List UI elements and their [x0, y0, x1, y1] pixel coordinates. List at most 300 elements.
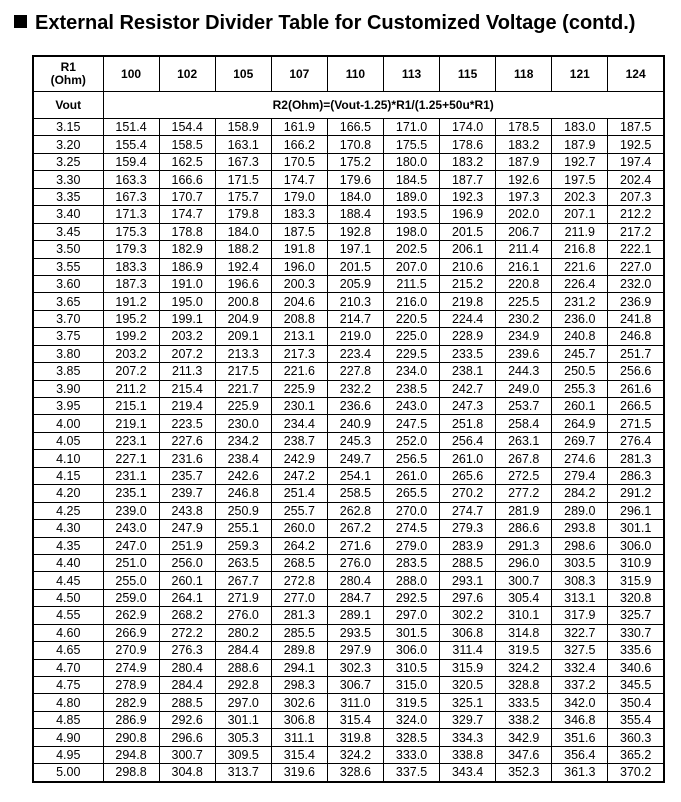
r2-value-cell: 231.1: [103, 467, 159, 484]
r2-value-cell: 298.6: [552, 537, 608, 554]
r2-value-cell: 301.1: [608, 520, 664, 537]
r2-value-cell: 166.2: [271, 136, 327, 153]
r2-value-cell: 324.0: [383, 711, 439, 728]
r2-value-cell: 219.8: [440, 293, 496, 310]
r2-value-cell: 200.3: [271, 275, 327, 292]
vout-cell: 3.90: [33, 380, 103, 397]
r2-value-cell: 255.1: [215, 520, 271, 537]
square-bullet-icon: [14, 15, 27, 28]
r2-value-cell: 320.8: [608, 589, 664, 606]
r2-value-cell: 219.4: [159, 398, 215, 415]
r2-value-cell: 284.4: [215, 642, 271, 659]
r2-value-cell: 232.0: [608, 275, 664, 292]
table-row: [33, 415, 664, 432]
r2-value-cell: 337.2: [552, 677, 608, 694]
r2-value-cell: 251.0: [103, 554, 159, 571]
resistor-divider-table: [32, 55, 665, 783]
r2-value-cell: 209.1: [215, 328, 271, 345]
r2-value-cell: 294.8: [103, 746, 159, 763]
vout-cell: 4.65: [33, 642, 103, 659]
r2-value-cell: 259.0: [103, 589, 159, 606]
r2-value-cell: 266.9: [103, 624, 159, 641]
vout-cell: 4.90: [33, 729, 103, 746]
r2-value-cell: 276.0: [215, 607, 271, 624]
r2-value-cell: 240.8: [552, 328, 608, 345]
r2-value-cell: 320.5: [440, 677, 496, 694]
r2-value-cell: 155.4: [103, 136, 159, 153]
vout-cell: 3.85: [33, 363, 103, 380]
r2-value-cell: 290.8: [103, 729, 159, 746]
r2-value-cell: 175.2: [327, 153, 383, 170]
r2-value-cell: 256.6: [608, 363, 664, 380]
table-row: [33, 432, 664, 449]
r2-value-cell: 210.3: [327, 293, 383, 310]
vout-cell: 3.20: [33, 136, 103, 153]
r2-value-cell: 196.6: [215, 275, 271, 292]
r2-value-cell: 271.9: [215, 589, 271, 606]
table-row: [33, 188, 664, 205]
r2-value-cell: 276.3: [159, 642, 215, 659]
r2-value-cell: 247.2: [271, 467, 327, 484]
table-row: [33, 607, 664, 624]
r2-value-cell: 184.5: [383, 171, 439, 188]
r2-value-cell: 285.5: [271, 624, 327, 641]
r2-value-cell: 251.8: [440, 415, 496, 432]
r2-value-cell: 179.3: [103, 241, 159, 258]
r2-value-cell: 192.5: [608, 136, 664, 153]
r2-value-cell: 308.3: [552, 572, 608, 589]
table-row: [33, 520, 664, 537]
r2-value-cell: 338.8: [440, 746, 496, 763]
r2-value-cell: 251.4: [271, 485, 327, 502]
r2-value-cell: 315.4: [327, 711, 383, 728]
r2-value-cell: 187.5: [271, 223, 327, 240]
r2-value-cell: 272.5: [496, 467, 552, 484]
r1-header-row: [33, 56, 664, 92]
r2-value-cell: 355.4: [608, 711, 664, 728]
r1-label: R1: [60, 60, 76, 74]
table-row: [33, 223, 664, 240]
r2-value-cell: 191.2: [103, 293, 159, 310]
vout-cell: 4.15: [33, 467, 103, 484]
r2-value-cell: 310.5: [383, 659, 439, 676]
r2-value-cell: 202.3: [552, 188, 608, 205]
r2-value-cell: 238.4: [215, 450, 271, 467]
r2-value-cell: 182.9: [159, 241, 215, 258]
r2-value-cell: 230.2: [496, 310, 552, 327]
r2-value-cell: 351.6: [552, 729, 608, 746]
r2-value-cell: 178.8: [159, 223, 215, 240]
r2-value-cell: 255.3: [552, 380, 608, 397]
r2-value-cell: 281.3: [271, 607, 327, 624]
r2-value-cell: 227.1: [103, 450, 159, 467]
r2-value-cell: 262.9: [103, 607, 159, 624]
r2-value-cell: 219.1: [103, 415, 159, 432]
r2-value-cell: 333.0: [383, 746, 439, 763]
table-row: [33, 642, 664, 659]
table-row: [33, 206, 664, 223]
table-row: [33, 467, 664, 484]
r2-value-cell: 239.6: [496, 345, 552, 362]
vout-cell: 4.05: [33, 432, 103, 449]
r2-value-cell: 313.1: [552, 589, 608, 606]
vout-cell: 3.25: [33, 153, 103, 170]
r2-value-cell: 183.2: [440, 153, 496, 170]
r2-value-cell: 324.2: [327, 746, 383, 763]
r1-value-header: 102: [159, 56, 215, 92]
r2-value-cell: 253.7: [496, 398, 552, 415]
table-body: [33, 119, 664, 782]
r2-value-cell: 251.9: [159, 537, 215, 554]
r2-value-cell: 261.6: [608, 380, 664, 397]
r2-value-cell: 306.0: [383, 642, 439, 659]
r2-value-cell: 187.9: [496, 153, 552, 170]
table-row: [33, 711, 664, 728]
r2-value-cell: 313.7: [215, 764, 271, 782]
r2-value-cell: 220.8: [496, 275, 552, 292]
r2-value-cell: 329.7: [440, 711, 496, 728]
r1-value-header: 113: [383, 56, 439, 92]
r2-value-cell: 319.8: [327, 729, 383, 746]
r2-value-cell: 264.9: [552, 415, 608, 432]
vout-cell: 3.65: [33, 293, 103, 310]
r2-value-cell: 280.4: [159, 659, 215, 676]
r2-value-cell: 163.3: [103, 171, 159, 188]
page-title: [14, 10, 635, 36]
r2-value-cell: 294.1: [271, 659, 327, 676]
vout-cell: 4.75: [33, 677, 103, 694]
r2-value-cell: 315.9: [608, 572, 664, 589]
r2-value-cell: 280.2: [215, 624, 271, 641]
r2-value-cell: 268.5: [271, 554, 327, 571]
r2-value-cell: 247.5: [383, 415, 439, 432]
r2-value-cell: 207.0: [383, 258, 439, 275]
r2-value-cell: 242.6: [215, 467, 271, 484]
r2-value-cell: 223.5: [159, 415, 215, 432]
vout-cell: 4.00: [33, 415, 103, 432]
r2-value-cell: 184.0: [327, 188, 383, 205]
r2-value-cell: 154.4: [159, 119, 215, 136]
r2-value-cell: 319.5: [383, 694, 439, 711]
r2-value-cell: 254.1: [327, 467, 383, 484]
r2-value-cell: 229.5: [383, 345, 439, 362]
table-row: [33, 572, 664, 589]
r2-value-cell: 243.0: [383, 398, 439, 415]
r2-value-cell: 217.3: [271, 345, 327, 362]
r2-value-cell: 213.1: [271, 328, 327, 345]
r2-value-cell: 230.0: [215, 415, 271, 432]
r2-value-cell: 212.2: [608, 206, 664, 223]
r2-value-cell: 231.2: [552, 293, 608, 310]
r2-value-cell: 289.8: [271, 642, 327, 659]
r2-value-cell: 202.4: [608, 171, 664, 188]
r2-value-cell: 293.8: [552, 520, 608, 537]
r2-value-cell: 228.9: [440, 328, 496, 345]
r2-value-cell: 211.4: [496, 241, 552, 258]
r2-value-cell: 223.1: [103, 432, 159, 449]
vout-header-cell: Vout: [33, 92, 103, 119]
r2-value-cell: 211.9: [552, 223, 608, 240]
r2-value-cell: 311.4: [440, 642, 496, 659]
r2-value-cell: 242.9: [271, 450, 327, 467]
r2-value-cell: 288.0: [383, 572, 439, 589]
r2-value-cell: 187.7: [440, 171, 496, 188]
r2-value-cell: 251.7: [608, 345, 664, 362]
r2-value-cell: 243.8: [159, 502, 215, 519]
r2-value-cell: 270.0: [383, 502, 439, 519]
r2-value-cell: 347.6: [496, 746, 552, 763]
r2-value-cell: 234.9: [496, 328, 552, 345]
r2-value-cell: 293.5: [327, 624, 383, 641]
r2-value-cell: 265.5: [383, 485, 439, 502]
r2-value-cell: 350.4: [608, 694, 664, 711]
r2-value-cell: 235.7: [159, 467, 215, 484]
r2-value-cell: 279.4: [552, 467, 608, 484]
r2-value-cell: 170.8: [327, 136, 383, 153]
r2-value-cell: 361.3: [552, 764, 608, 782]
r2-value-cell: 183.2: [496, 136, 552, 153]
r2-value-cell: 325.7: [608, 607, 664, 624]
table-row: [33, 380, 664, 397]
r2-value-cell: 187.9: [552, 136, 608, 153]
r2-value-cell: 328.6: [327, 764, 383, 782]
r2-value-cell: 236.0: [552, 310, 608, 327]
table-row: [33, 450, 664, 467]
r2-value-cell: 192.8: [327, 223, 383, 240]
r2-value-cell: 245.3: [327, 432, 383, 449]
r2-value-cell: 297.9: [327, 642, 383, 659]
r1-value-header: 110: [327, 56, 383, 92]
r1-unit: (Ohm): [50, 73, 86, 87]
r2-value-cell: 203.2: [103, 345, 159, 362]
r2-value-cell: 346.8: [552, 711, 608, 728]
r2-value-cell: 314.8: [496, 624, 552, 641]
r2-value-cell: 277.0: [271, 589, 327, 606]
r2-value-cell: 171.3: [103, 206, 159, 223]
r2-value-cell: 279.3: [440, 520, 496, 537]
r2-value-cell: 197.4: [608, 153, 664, 170]
r2-value-cell: 284.7: [327, 589, 383, 606]
r2-value-cell: 198.0: [383, 223, 439, 240]
r2-value-cell: 179.0: [271, 188, 327, 205]
r2-value-cell: 216.0: [383, 293, 439, 310]
r2-value-cell: 227.0: [608, 258, 664, 275]
r2-value-cell: 264.1: [159, 589, 215, 606]
r2-value-cell: 260.1: [159, 572, 215, 589]
r2-value-cell: 199.1: [159, 310, 215, 327]
r2-value-cell: 184.0: [215, 223, 271, 240]
r2-value-cell: 274.5: [383, 520, 439, 537]
r1-value-header: 118: [496, 56, 552, 92]
table-row: [33, 310, 664, 327]
r2-value-cell: 280.4: [327, 572, 383, 589]
r2-value-cell: 306.7: [327, 677, 383, 694]
r2-value-cell: 260.1: [552, 398, 608, 415]
r2-value-cell: 263.5: [215, 554, 271, 571]
r2-value-cell: 214.7: [327, 310, 383, 327]
r2-value-cell: 274.9: [103, 659, 159, 676]
r2-value-cell: 166.6: [159, 171, 215, 188]
r2-value-cell: 317.9: [552, 607, 608, 624]
table-row: [33, 136, 664, 153]
r1-value-header: 115: [440, 56, 496, 92]
r2-value-cell: 234.4: [271, 415, 327, 432]
r2-value-cell: 211.5: [383, 275, 439, 292]
r2-value-cell: 206.7: [496, 223, 552, 240]
r2-value-cell: 170.5: [271, 153, 327, 170]
r2-value-cell: 298.3: [271, 677, 327, 694]
r2-value-cell: 261.0: [440, 450, 496, 467]
r2-value-cell: 216.1: [496, 258, 552, 275]
table-row: [33, 153, 664, 170]
r2-value-cell: 196.0: [271, 258, 327, 275]
r2-value-cell: 225.9: [215, 398, 271, 415]
table-row: [33, 328, 664, 345]
r2-value-cell: 211.2: [103, 380, 159, 397]
vout-cell: 3.80: [33, 345, 103, 362]
r2-value-cell: 183.3: [271, 206, 327, 223]
r2-value-cell: 252.0: [383, 432, 439, 449]
r2-value-cell: 370.2: [608, 764, 664, 782]
r2-value-cell: 298.8: [103, 764, 159, 782]
table-row: [33, 554, 664, 571]
formula-cell: R2(Ohm)=(Vout-1.25)*R1/(1.25+50u*R1): [103, 92, 664, 119]
r2-value-cell: 207.2: [159, 345, 215, 362]
r2-value-cell: 267.2: [327, 520, 383, 537]
table-row: [33, 537, 664, 554]
r1-value-header: 107: [271, 56, 327, 92]
r2-value-cell: 223.4: [327, 345, 383, 362]
r2-value-cell: 284.2: [552, 485, 608, 502]
vout-cell: 4.80: [33, 694, 103, 711]
r2-value-cell: 192.7: [552, 153, 608, 170]
r2-value-cell: 322.7: [552, 624, 608, 641]
r2-value-cell: 158.9: [215, 119, 271, 136]
vout-cell: 3.70: [33, 310, 103, 327]
r2-value-cell: 238.7: [271, 432, 327, 449]
r2-value-cell: 310.1: [496, 607, 552, 624]
table-row: [33, 729, 664, 746]
table-row: [33, 764, 664, 782]
r2-value-cell: 328.5: [383, 729, 439, 746]
r2-value-cell: 288.5: [159, 694, 215, 711]
r2-value-cell: 234.0: [383, 363, 439, 380]
r2-value-cell: 259.3: [215, 537, 271, 554]
vout-cell: 3.40: [33, 206, 103, 223]
r2-value-cell: 197.3: [496, 188, 552, 205]
r2-value-cell: 356.4: [552, 746, 608, 763]
r2-value-cell: 262.8: [327, 502, 383, 519]
r2-value-cell: 219.0: [327, 328, 383, 345]
r2-value-cell: 278.9: [103, 677, 159, 694]
r2-value-cell: 225.5: [496, 293, 552, 310]
r2-value-cell: 250.9: [215, 502, 271, 519]
r2-value-cell: 296.1: [608, 502, 664, 519]
r2-value-cell: 302.3: [327, 659, 383, 676]
r2-value-cell: 310.9: [608, 554, 664, 571]
r2-value-cell: 232.2: [327, 380, 383, 397]
table-row: [33, 589, 664, 606]
vout-cell: 4.70: [33, 659, 103, 676]
table-row: [33, 624, 664, 641]
table-row: [33, 694, 664, 711]
r2-value-cell: 216.8: [552, 241, 608, 258]
r2-value-cell: 305.4: [496, 589, 552, 606]
r2-value-cell: 340.6: [608, 659, 664, 676]
table-row: [33, 119, 664, 136]
vout-cell: 3.55: [33, 258, 103, 275]
r2-value-cell: 272.8: [271, 572, 327, 589]
r2-value-cell: 159.4: [103, 153, 159, 170]
r2-value-cell: 178.5: [496, 119, 552, 136]
r2-value-cell: 289.0: [552, 502, 608, 519]
r2-value-cell: 226.4: [552, 275, 608, 292]
r2-value-cell: 249.0: [496, 380, 552, 397]
r2-value-cell: 236.6: [327, 398, 383, 415]
r2-value-cell: 288.6: [215, 659, 271, 676]
vout-cell: 4.85: [33, 711, 103, 728]
r2-value-cell: 302.2: [440, 607, 496, 624]
r2-value-cell: 269.7: [552, 432, 608, 449]
r2-value-cell: 239.0: [103, 502, 159, 519]
r2-value-cell: 274.6: [552, 450, 608, 467]
r2-value-cell: 207.3: [608, 188, 664, 205]
r2-value-cell: 201.5: [440, 223, 496, 240]
vout-cell: 3.45: [33, 223, 103, 240]
r2-value-cell: 324.2: [496, 659, 552, 676]
r2-value-cell: 264.2: [271, 537, 327, 554]
r2-value-cell: 263.1: [496, 432, 552, 449]
vout-cell: 4.10: [33, 450, 103, 467]
vout-cell: 4.95: [33, 746, 103, 763]
vout-cell: 4.50: [33, 589, 103, 606]
r2-value-cell: 230.1: [271, 398, 327, 415]
r2-value-cell: 245.7: [552, 345, 608, 362]
r2-value-cell: 211.3: [159, 363, 215, 380]
r2-value-cell: 175.7: [215, 188, 271, 205]
r2-value-cell: 276.4: [608, 432, 664, 449]
r2-value-cell: 171.5: [215, 171, 271, 188]
r2-value-cell: 161.9: [271, 119, 327, 136]
r2-value-cell: 179.6: [327, 171, 383, 188]
r2-value-cell: 270.2: [440, 485, 496, 502]
r2-value-cell: 213.3: [215, 345, 271, 362]
r2-value-cell: 241.8: [608, 310, 664, 327]
vout-cell: 4.60: [33, 624, 103, 641]
r2-value-cell: 210.6: [440, 258, 496, 275]
r2-value-cell: 311.0: [327, 694, 383, 711]
r2-value-cell: 239.7: [159, 485, 215, 502]
vout-cell: 3.50: [33, 241, 103, 258]
r2-value-cell: 199.2: [103, 328, 159, 345]
r2-value-cell: 365.2: [608, 746, 664, 763]
r2-value-cell: 191.8: [271, 241, 327, 258]
r2-value-cell: 234.2: [215, 432, 271, 449]
vout-cell: 3.30: [33, 171, 103, 188]
r2-value-cell: 183.3: [103, 258, 159, 275]
r2-value-cell: 352.3: [496, 764, 552, 782]
table-row: [33, 171, 664, 188]
r2-value-cell: 255.7: [271, 502, 327, 519]
r2-value-cell: 306.0: [608, 537, 664, 554]
r2-value-cell: 246.8: [215, 485, 271, 502]
r2-value-cell: 258.5: [327, 485, 383, 502]
r2-value-cell: 242.7: [440, 380, 496, 397]
r2-value-cell: 166.5: [327, 119, 383, 136]
vout-cell: 4.20: [33, 485, 103, 502]
r2-value-cell: 197.5: [552, 171, 608, 188]
r2-value-cell: 246.8: [608, 328, 664, 345]
